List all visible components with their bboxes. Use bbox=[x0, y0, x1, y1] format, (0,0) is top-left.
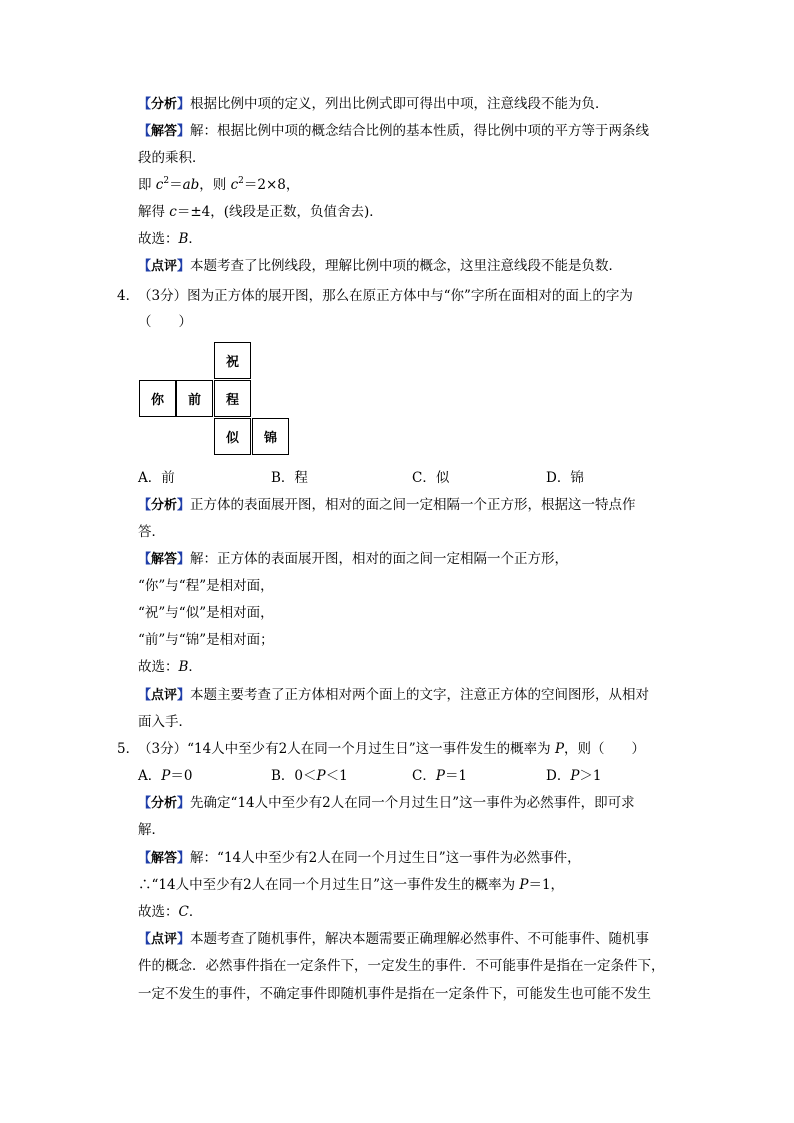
net-cell-top: 祝 bbox=[214, 342, 251, 379]
q3-answer-line1: 【解答】解：根据比例中项的概念结合比例的基本性质，得比例中项的平方等于两条线 bbox=[138, 123, 650, 139]
q5-analysis-line1: 【分析】先确定“14人中至少有2人在同一个月过生日”这一事件为必然事件，即可求 bbox=[138, 795, 635, 811]
q3-solve: 解得 c＝±4，(线段是正数，负值舍去)． bbox=[138, 204, 383, 220]
q4-number: 4． bbox=[117, 288, 140, 304]
q5-comment-line3: 一定不发生的事件，不确定事件即随机事件是指在一定条件下，可能发生也可能不发生 bbox=[138, 986, 651, 1002]
q4-analysis-line2: 答． bbox=[138, 524, 165, 540]
q5-stem: （3分）“14人中至少有2人在同一个月过生日”这一事件发生的概率为 P，则（ ） bbox=[138, 741, 646, 757]
q4-option-b: B．程 bbox=[271, 470, 308, 486]
q4-analysis-line1: 【分析】正方体的表面展开图，相对的面之间一定相隔一个正方形，根据这一特点作 bbox=[138, 497, 636, 513]
q3-comment: 【点评】本题考查了比例线段，理解比例中项的概念，这里注意线段不能是负数． bbox=[138, 258, 623, 274]
q4-comment-line2: 面入手． bbox=[138, 714, 192, 730]
q5-answer-line1: 【解答】解：“14人中至少有2人在同一个月过生日”这一事件为必然事件， bbox=[138, 850, 581, 866]
net-cell-row-2: 前 bbox=[176, 380, 213, 417]
q4-choose: 故选：B． bbox=[138, 659, 202, 675]
q4-stem-line1: （3分）图为正方体的展开图，那么在原正方体中与“你”字所在面相对的面上的字为 bbox=[138, 288, 633, 304]
q5-option-c: C．P＝1 bbox=[412, 768, 468, 784]
net-cell-row-1: 你 bbox=[139, 380, 176, 417]
net-cell-row-3: 程 bbox=[214, 380, 251, 417]
q5-analysis-line2: 解． bbox=[138, 822, 165, 838]
net-cell-bottom-1: 似 bbox=[214, 418, 251, 455]
q3-equation: 即 $c^2=ab$，则 $c^2=2\times 8$， bbox=[138, 176, 300, 193]
q4-stem-line2: （ ） bbox=[138, 314, 192, 330]
q4-option-a: A．前 bbox=[138, 470, 175, 486]
q3-answer-line2: 段的乘积． bbox=[138, 150, 206, 166]
q5-choose: 故选：C． bbox=[138, 904, 203, 920]
q5-answer-line2: ∴“14人中至少有2人在同一个月过生日”这一事件发生的概率为 P＝1， bbox=[138, 877, 565, 893]
q3-choose: 故选：B． bbox=[138, 231, 202, 247]
q5-option-b: B．0＜P＜1 bbox=[271, 768, 348, 784]
q4-answer-line4: “前”与“锦”是相对面； bbox=[138, 632, 274, 648]
q5-comment-line2: 件的概念．必然事件指在一定条件下，一定发生的事件．不可能事件是指在一定条件下， bbox=[138, 958, 665, 974]
q4-answer-line2: “你”与“程”是相对面， bbox=[138, 578, 274, 594]
q4-answer-line3: “祝”与“似”是相对面， bbox=[138, 605, 274, 621]
q4-comment-line1: 【点评】本题主要考查了正方体相对两个面上的文字，注意正方体的空间图形，从相对 bbox=[138, 687, 650, 703]
q4-answer-line1: 【解答】解：正方体的表面展开图，相对的面之间一定相隔一个正方形， bbox=[138, 551, 569, 567]
q4-option-d: D．锦 bbox=[546, 470, 584, 486]
q5-option-d: D．P＞1 bbox=[546, 768, 602, 784]
q3-analysis: 【分析】根据比例中项的定义，列出比例式即可得出中项，注意线段不能为负． bbox=[138, 96, 609, 112]
net-cell-bottom-2: 锦 bbox=[252, 418, 289, 455]
q5-number: 5． bbox=[117, 741, 140, 757]
q4-option-c: C．似 bbox=[412, 470, 450, 486]
q5-comment-line1: 【点评】本题考查了随机事件，解决本题需要正确理解必然事件、不可能事件、随机事 bbox=[138, 931, 650, 947]
q5-option-a: A．P＝0 bbox=[138, 768, 193, 784]
